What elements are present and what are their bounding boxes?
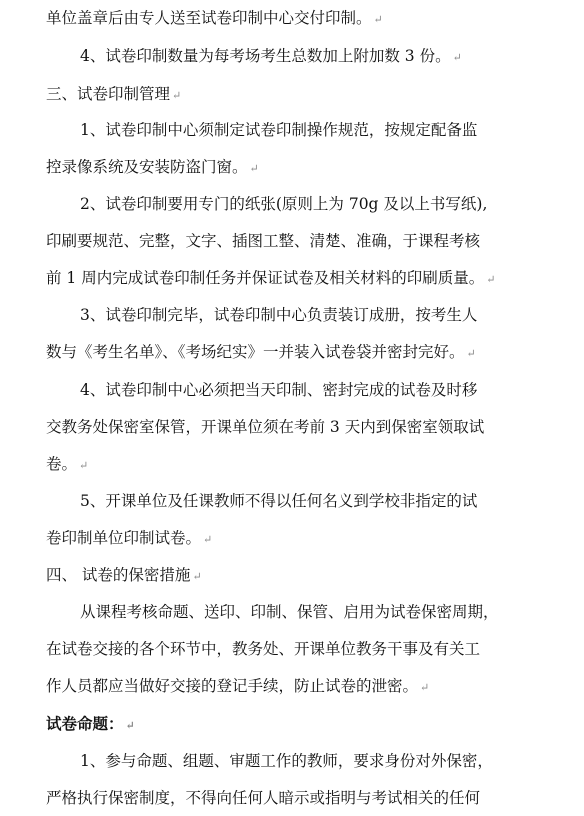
text-line: 作人员都应当做好交接的登记手续，防止试卷的泄密。 ↵ [46,677,430,695]
paragraph-mark-icon: ↵ [79,459,89,472]
text-line: 卷。 ↵ [46,455,89,473]
text-line: 印刷要规范、完整，文字、插图工整、清楚、准确，于课程考核 [46,232,481,250]
paragraph-mark-icon: ↵ [373,13,383,26]
subheading-line: 试卷命题： ↵ [46,714,135,733]
text-line: 单位盖章后由专人送至试卷印制中心交付印制。 ↵ [46,9,383,27]
paragraph-mark-icon: ↵ [125,719,135,732]
text-line: 数与《考生名单》、《考场纪实》一并装入试卷袋并密封完好。 ↵ [46,343,476,361]
paragraph-mark-icon: ↵ [249,162,259,175]
section-heading: 三、试卷印制管理 ↵ [46,85,182,103]
paragraph-mark-icon: ↵ [486,273,496,286]
text-line: 1、参与命题、组题、审题工作的教师，要求身份对外保密， [80,752,493,770]
text-line: 前 1 周内完成试卷印制任务并保证试卷及相关材料的印刷质量。 ↵ [46,269,496,287]
text-line: 4、试卷印制中心必须把当天印制、密封完成的试卷及时移 [80,381,478,399]
paragraph-mark-icon: ↵ [172,89,182,102]
text-line: 2、试卷印制要用专门的纸张(原则上为 70g 及以上书写纸), [80,195,488,213]
text-line: 4、试卷印制数量为每考场考生总数加上附加数 3 份。 ↵ [80,47,462,65]
text-line: 交教务处保密室保管，开课单位须在考前 3 天内到保密室领取试 [46,418,485,436]
text-line: 在试卷交接的各个环节中，教务处、开课单位教务干事及有关工 [46,640,481,658]
text-line: 1、试卷印制中心须制定试卷印制操作规范，按规定配备监 [80,121,478,139]
paragraph-mark-icon: ↵ [192,570,202,583]
text-line: 从课程考核命题、送印、印制、保管、启用为试卷保密周期， [80,603,499,621]
text-line: 卷印制单位印制试卷。 ↵ [46,529,213,547]
text-line: 严格执行保密制度，不得向任何人暗示或指明与考试相关的任何 [46,789,481,807]
text-line: 3、试卷印制完毕，试卷印制中心负责装订成册，按考生人 [80,306,478,324]
paragraph-mark-icon: ↵ [203,533,213,546]
paragraph-mark-icon: ↵ [452,51,462,64]
text-line: 5、开课单位及任课教师不得以任何名义到学校非指定的试 [80,492,478,510]
text-line: 控录像系统及安装防盗门窗。 ↵ [46,158,259,176]
section-heading: 四、 试卷的保密措施 ↵ [46,566,202,584]
paragraph-mark-icon: ↵ [466,347,476,360]
paragraph-mark-icon: ↵ [420,681,430,694]
